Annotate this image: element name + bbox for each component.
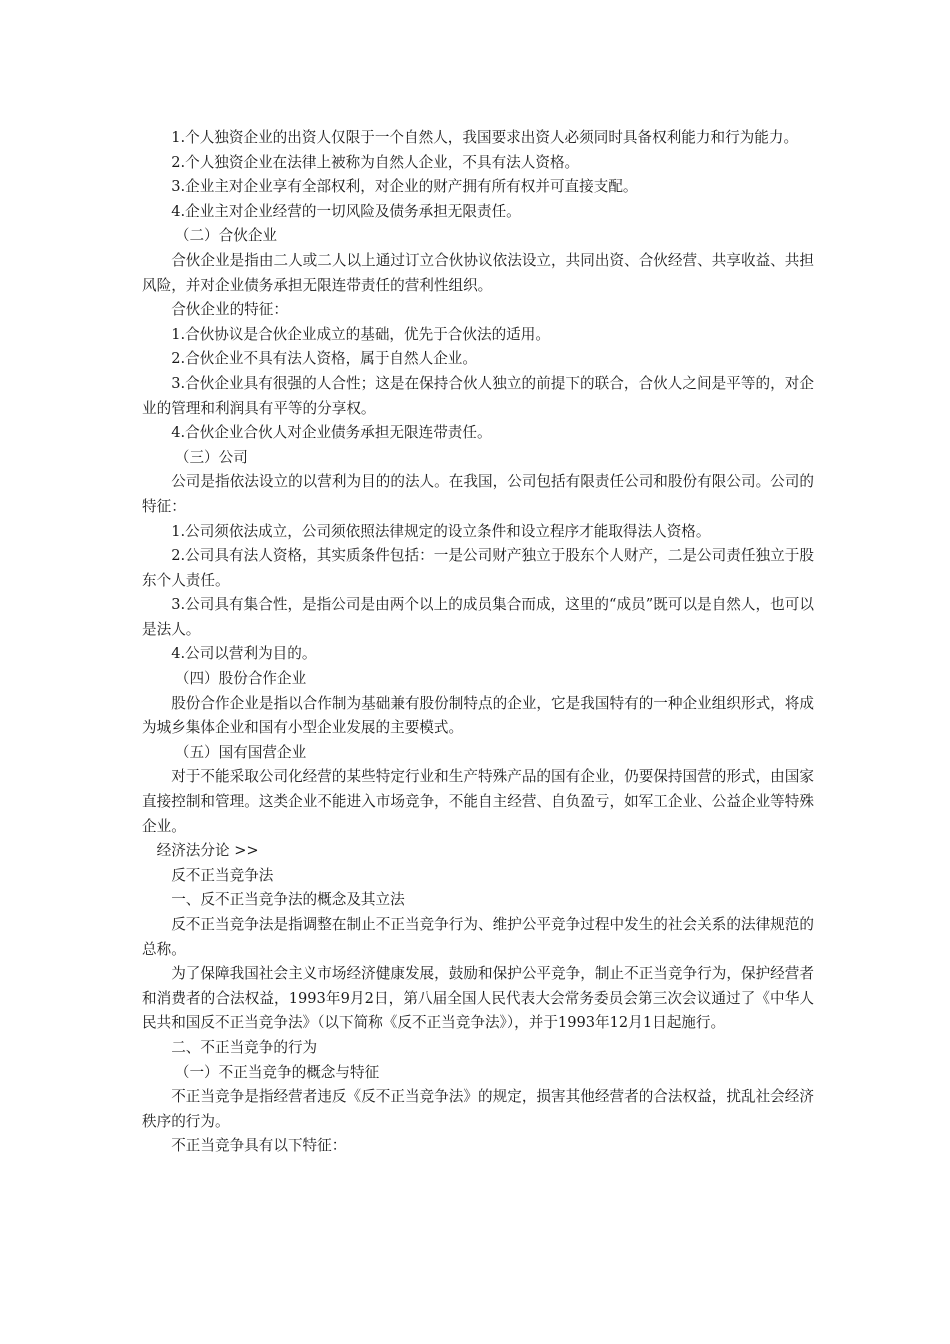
paragraph-partnership-feature-4: 4.合伙企业合伙人对企业债务承担无限连带责任。 bbox=[171, 424, 492, 442]
paragraph-company-feature-4: 4.公司以营利为目的。 bbox=[171, 645, 317, 663]
paragraph-joint-stock-cooperative-definition: 股份合作企业是指以合作制为基础兼有股份制特点的企业，它是我国特有的一种企业组织形式，将成为城乡集体企业和国有小型企业发展的主要模式。 bbox=[142, 694, 814, 737]
paragraph-sole-proprietorship-feature-3: 3.企业主对企业享有全部权利，对企业的财产拥有所有权并可直接支配。 bbox=[171, 178, 638, 196]
document-body bbox=[142, 126, 814, 1159]
paragraph-unfair-competition-definition: 不正当竞争是指经营者违反《反不正当竞争法》的规定，损害其他经营者的合法权益，扰乱社会经济秩序的行为。 bbox=[142, 1088, 814, 1130]
paragraph-sole-proprietorship-feature-4: 4.企业主对企业经营的一切风险及债务承担无限责任。 bbox=[171, 202, 521, 220]
paragraph-partnership-feature-1: 1.合伙协议是合伙企业成立的基础，优先于合伙法的适用。 bbox=[171, 325, 550, 343]
paragraph-sole-proprietorship-feature-2: 2.个人独资企业在法律上被称为自然人企业，不具有法人资格。 bbox=[171, 153, 580, 171]
subsection-heading-concept-and-features: （一）不正当竞争的概念与特征 bbox=[174, 1063, 380, 1081]
paragraph-company-definition: 公司是指依法设立的以营利为目的的法人。在我国，公司包括有限责任公司和股份有限公司。公司的特征： bbox=[142, 473, 814, 515]
section-heading-state-owned-enterprise: （五）国有国营企业 bbox=[174, 743, 307, 761]
paragraph-partnership-definition: 合伙企业是指由二人或二人以上通过订立合伙协议依法设立，共同出资、合伙经营、共享收益、共担风险，并对企业债务承担无限连带责任的营利性组织。 bbox=[142, 251, 814, 294]
chapter-title-anti-unfair-competition-law: 反不正当竞争法 bbox=[171, 866, 274, 884]
paragraph-company-feature-1: 1.公司须依法成立，公司须依照法律规定的设立条件和设立程序才能取得法人资格。 bbox=[171, 522, 711, 540]
section-heading-unfair-competition-acts: 二、不正当竞争的行为 bbox=[171, 1038, 318, 1056]
section-heading-partnership: （二）合伙企业 bbox=[174, 227, 278, 245]
paragraph-state-owned-enterprise-definition: 对于不能采取公司化经营的某些特定行业和生产特殊产品的国有企业，仍要保持国营的形式，由国家直接控制和管理。这类企业不能进入市场竞争，不能自主经营、自负盈亏，如军工企业、公益企业等特殊企业。 bbox=[142, 768, 814, 835]
paragraph-anti-unfair-competition-definition: 反不正当竞争法是指调整在制止不正当竞争行为、维护公平竞争过程中发生的社会关系的法律规范的总称。 bbox=[142, 916, 814, 958]
section-heading-concept-and-legislation: 一、反不正当竞争法的概念及其立法 bbox=[171, 891, 405, 909]
paragraph-company-feature-2: 2.公司具有法人资格，其实质条件包括：一是公司财产独立于股东个人财产，二是公司责任独立于股东个人责任。 bbox=[142, 547, 814, 589]
paragraph-partnership-feature-2: 2.合伙企业不具有法人资格，属于自然人企业。 bbox=[171, 350, 477, 368]
paragraph-legislation-history: 为了保障我国社会主义市场经济健康发展，鼓励和保护公平竞争，制止不正当竞争行为，保护经营者和消费者的合法权益，1993年9月2日，第八届全国人民代表大会常务委员会第三次会议通过了《中华人民共和国反不正当竞争法》（以下简称《反不正当竞争法》），并于1993年12月1日起施行。 bbox=[142, 965, 814, 1032]
paragraph-partnership-feature-3: 3.合伙企业具有很强的人合性；这是在保持合伙人独立的前提下的联合，合伙人之间是平等的，对企业的管理和利润具有平等的分享权。 bbox=[142, 374, 814, 417]
paragraph-unfair-competition-features-intro: 不正当竞争具有以下特征： bbox=[171, 1137, 347, 1155]
paragraph-sole-proprietorship-feature-1: 1.个人独资企业的出资人仅限于一个自然人，我国要求出资人必须同时具备权利能力和行为能力。 bbox=[171, 129, 799, 146]
section-heading-company: （三）公司 bbox=[174, 448, 248, 466]
paragraph-company-feature-3: 3.公司具有集合性，是指公司是由两个以上的成员集合而成，这里的“成员”既可以是自然人，也可以是法人。 bbox=[142, 596, 814, 638]
breadcrumb-economic-law-subsections: 经济法分论 >> bbox=[156, 842, 259, 860]
paragraph-partnership-features-intro: 合伙企业的特征： bbox=[171, 301, 288, 319]
section-heading-joint-stock-cooperative: （四）股份合作企业 bbox=[174, 670, 307, 688]
